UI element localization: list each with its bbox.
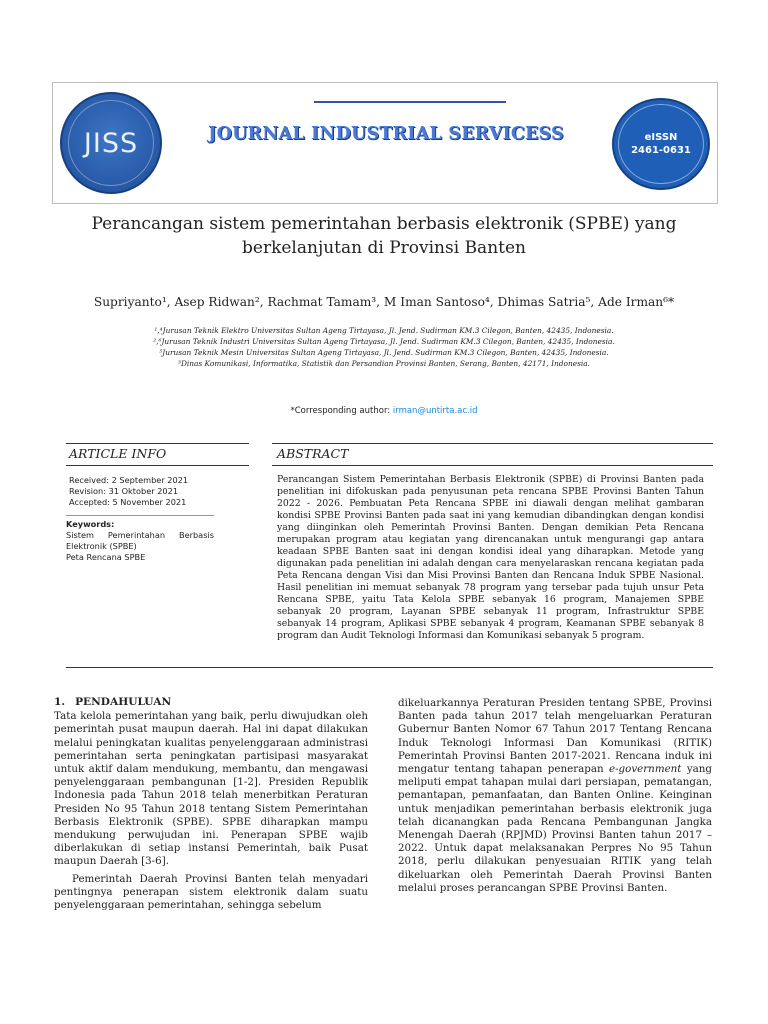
received-date: Received: 2 September 2021 — [69, 475, 189, 485]
issn-number: 2461-0631 — [631, 145, 691, 156]
revision-date: Revision: 31 Oktober 2021 — [69, 486, 179, 496]
issn-label: eISSN — [644, 132, 678, 143]
article-info-top-rule — [66, 443, 249, 444]
abstract-body: Perancangan Sistem Pemerintahan Berbasis Elektronik (SPBE) di Provinsi Banten pada penelitian ini difokuskan pada penyusunan peta rencana SPBE Provinsi Banten Tahun 2022 - 2026. Pembuatan Peta Rencana SPBE ini diawali dengan melihat gambaran kondisi SPBE Provinsi Banten pada saat ini yang kemudian dibandingkan dengan kondisi yang diinginkan oleh Pemerintah Provinsi Banten. Dengan demikian Peta Rencana merupakan program atau kegiatan yang direncanakan untuk mengurangi gap antara keadaan SPBE Banten saat ini dengan kondisi ideal yang diharapkan. Metode yang digunakan pada penelitian ini adalah dengan cara menyelaraskan rencana kegiatan pada Peta Rencana dengan Visi dan Misi Provinsi Banten dan Rencana Induk SPBE Nasional. Hasil penelitian ini memuat sebanyak 78 program yang tersebar pada tujuh unsur Peta Rencana SPBE, yaitu Tata Kelola SPBE sebanyak 16 program, Manajemen SPBE sebanyak 20 program, Layanan SPBE sebanyak 11 program, Infrastruktur SPBE sebanyak 14 program, Aplikasi SPBE sebanyak 4 program, Keamanan SPBE sebanyak 8 program dan Audit Teknologi Informasi dan Komunikasi sebanyak 5 program. — [277, 474, 704, 641]
author-list: Supriyanto¹, Asep Ridwan², Rachmat Tamam³, M Iman Santoso⁴, Dhimas Satria⁵, Ade Irman⁶* — [93, 295, 675, 309]
article-info-heading-rule — [66, 465, 249, 466]
body-paragraph: Pemerintah Daerah Provinsi Banten telah menyadari pentingnya penerapan sistem elektronik dalam suatu penyelenggaraan pemerintahan, sehingga sebelum — [54, 872, 368, 912]
accepted-date: Accepted: 5 November 2021 — [69, 497, 187, 507]
body-paragraph — [398, 697, 712, 895]
emphasis-egovernment: e-government — [608, 763, 682, 776]
affiliations — [40, 325, 728, 369]
body-text-run: yang meliputi empat tahapan mulai dari persiapan, pematangan, pemantapan, pemanfaatan, dan Banten Online. Keinginan untuk menjadikan pemerintahan berbasis elektronik juga telah dicanangkan pada Rencana Pembangunan Jangka Menengah Daerah (RPJMD) Provinsi Banten tahun 2017 – 2022. Untuk dapat melaksanakan Perpres No 95 Tahun 2018, perlu dilakukan penyesuaian RITIK yang telah dikeluarkan oleh Pemerintah Daerah Provinsi Banten melalui proses perancangan SPBE Provinsi Banten. — [398, 763, 712, 894]
body-paragraph: Tata kelola pemerintahan yang baik, perlu diwujudkan oleh pemerintah pusat maupun daerah. Hal ini dapat dilakukan melalui peningkatan kualitas penyelenggaraan administrasi pemerintahan serta peningkatan partisipasi masyarakat untuk aktif dalam mendukung, membantu, dan mengawasi penyelenggaraan pembangunan [1-2]. Presiden Republik Indonesia pada Tahun 2018 telah menerbitkan Peraturan Presiden No 95 Tahun 2018 tentang Sistem Pemerintahan Berbasis Elektronik (SPBE). SPBE diharapkan mampu mendukung perwujudan ini. Penerapan SPBE wajib diberlakukan di setiap instansi Pemerintah, baik Pusat maupun Daerah [3-6]. — [54, 710, 368, 868]
paper-title-line1: Perancangan sistem pemerintahan berbasis elektronik (SPBE) yang — [91, 214, 677, 234]
keywords-title: Keywords: — [66, 519, 115, 529]
body-text-run: dikeluarkannya Peraturan Presiden tentang SPBE, Provinsi Banten pada tahun 2017 telah mengeluarkan Peraturan Gubernur Banten Nomor 67 Tahun 2017 Tentang Rencana Induk Teknologi Informasi Dan Komunikasi (RITIK) Pemerintah Provinsi Banten 2017-2021. Rencana induk ini mengatur tentang tahapan penerapan — [398, 697, 712, 776]
section-number: 1. — [54, 696, 66, 708]
issn-ring — [618, 104, 704, 184]
body-column-left — [54, 696, 368, 912]
header-accent-line — [314, 101, 506, 103]
section-heading — [54, 696, 368, 709]
article-dates — [69, 475, 188, 508]
affiliation-item: ¹,⁴Jurusan Teknik Elektro Universitas Sultan Ageng Tirtayasa, Jl. Jend. Sudirman KM.3 Cilegon, Banten, 42435, Indonesia. — [154, 326, 614, 335]
paper-title-line2: berkelanjutan di Provinsi Banten — [242, 238, 526, 258]
abstract-heading: ABSTRACT — [277, 446, 349, 461]
eissn-badge — [612, 98, 710, 190]
abstract-bottom-rule — [66, 667, 713, 668]
corresponding-label: *Corresponding author: — [290, 406, 391, 416]
affiliation-item: ²,⁶Jurusan Teknik Industri Universitas Sultan Ageng Tirtayasa, Jl. Jend. Sudirman KM.3 Cilegon, Banten, 42435, Indonesia. — [153, 337, 615, 346]
abstract-top-rule — [272, 443, 713, 444]
affiliation-item: ⁵Jurusan Teknik Mesin Universitas Sultan Ageng Tirtayasa, Jl. Jend. Sudirman KM.3 Cilegon, Banten, 42435, Indonesia. — [159, 348, 609, 357]
body-column-right — [398, 697, 712, 895]
corresponding-email-link[interactable]: irman@untirta.ac.id — [392, 406, 478, 416]
corresponding-author — [40, 406, 728, 416]
keywords-block — [66, 519, 214, 563]
article-info-heading: ARTICLE INFO — [69, 446, 167, 461]
logo-ring — [68, 100, 154, 186]
keywords-divider — [66, 515, 214, 516]
section-title: PENDAHULUAN — [75, 696, 172, 708]
paper-title — [60, 212, 708, 260]
journal-title: JOURNAL INDUSTRIAL SERVICESS — [208, 124, 564, 144]
jiss-logo — [60, 92, 162, 194]
keyword-item: Sistem Pemerintahan Berbasis Elektronik (SPBE) — [66, 530, 214, 551]
abstract-heading-rule — [272, 465, 713, 466]
affiliation-item: ³Dinas Komunikasi, Informatika, Statistik dan Persandian Provinsi Banten, Serang, Banten, 42171, Indonesia. — [177, 359, 591, 368]
keyword-item: Peta Rencana SPBE — [66, 552, 146, 562]
logo-text: JISS — [83, 127, 139, 159]
